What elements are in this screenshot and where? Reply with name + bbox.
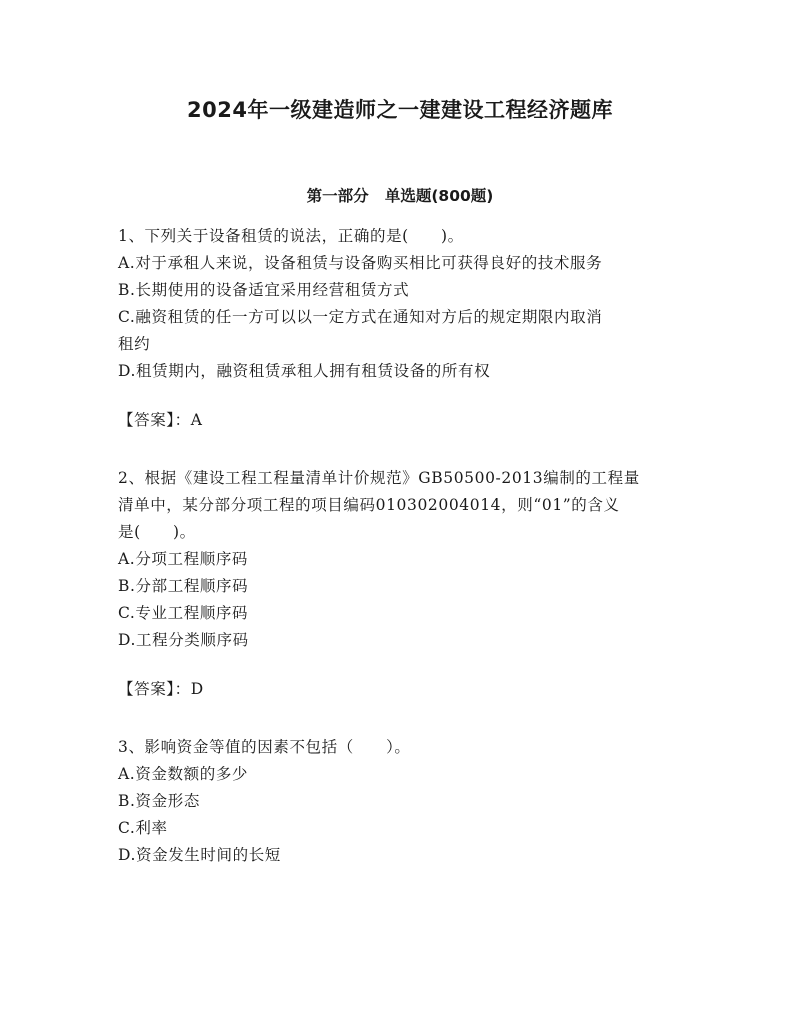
option-a: A.资金数额的多少	[118, 765, 249, 783]
option-c: C.利率	[118, 819, 168, 837]
option-b: B.分部工程顺序码	[118, 577, 249, 595]
section-title: 第一部分 单选题(800题)	[306, 187, 494, 205]
answer-label: 【答案】：A	[118, 411, 203, 429]
question-list	[118, 223, 688, 869]
question-stem: 1、下列关于设备租赁的说法，正确的是( )。	[118, 227, 464, 245]
option-d: D.租赁期内，融资租赁承租人拥有租赁设备的所有权	[118, 362, 491, 380]
option-a: A.分项工程顺序码	[118, 550, 249, 568]
option-b: B.资金形态	[118, 792, 200, 810]
question-stem: 2、根据《建设工程工程量清单计价规范》GB50500-2013编制的工程量	[118, 469, 640, 487]
question-3	[118, 734, 688, 869]
question-stem-continued: 清单中，某分部分项工程的项目编码010302004014，则“01”的含义	[118, 496, 620, 514]
option-d: D.资金发生时间的长短	[118, 846, 281, 864]
question-stem: 3、影响资金等值的因素不包括（ ）。	[118, 738, 411, 756]
option-a: A.对于承租人来说，设备租赁与设备购买相比可获得良好的技术服务	[118, 254, 603, 272]
option-d: D.工程分类顺序码	[118, 631, 249, 649]
question-1	[118, 223, 688, 465]
option-b: B.长期使用的设备适宜采用经营租赁方式	[118, 281, 410, 299]
question-stem-continued: 是( )。	[118, 523, 196, 541]
option-c-continued: 租约	[118, 335, 151, 353]
question-2	[118, 465, 688, 734]
document-title: 2024年一级建造师之一建建设工程经济题库	[187, 98, 613, 122]
answer-label: 【答案】：D	[118, 680, 204, 698]
option-c: C.专业工程顺序码	[118, 604, 249, 622]
option-c: C.融资租赁的任一方可以以一定方式在通知对方后的规定期限内取消	[118, 308, 603, 326]
